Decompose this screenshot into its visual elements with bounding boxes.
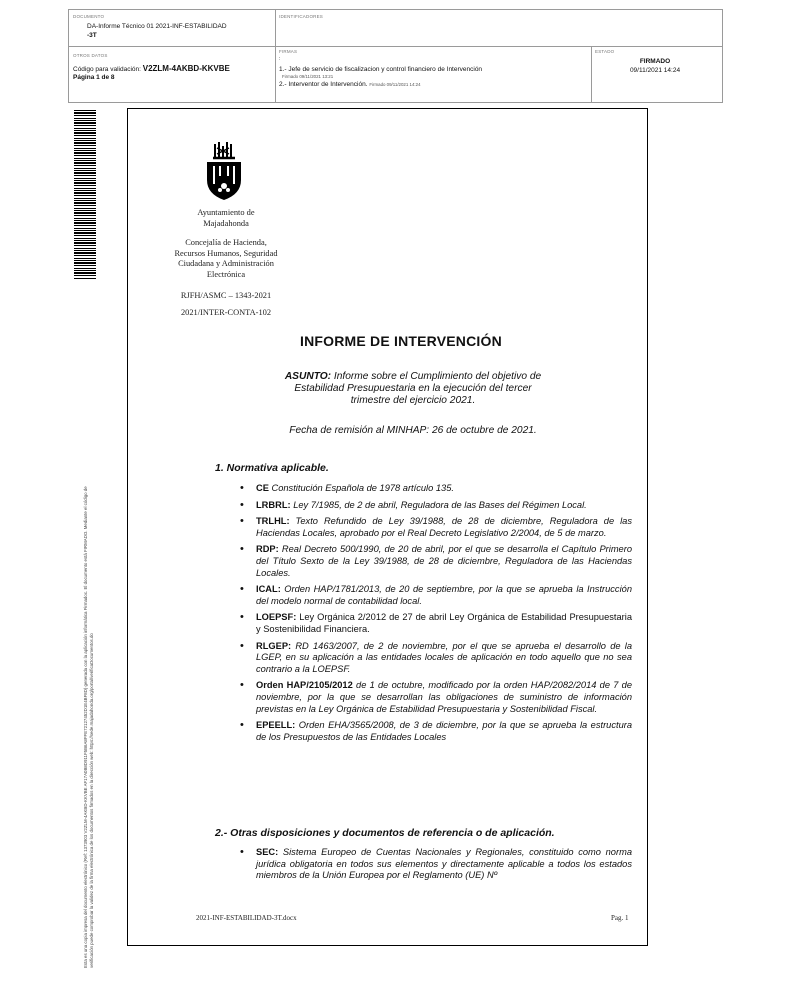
list-item (236, 641, 632, 676)
item-abbr: LOEPSF: (256, 612, 297, 623)
firma-colon: : (279, 56, 281, 62)
firma-2-text: 2.- Interventor de Intervención. (279, 81, 368, 88)
documento-label: DOCUMENTO (73, 14, 105, 19)
reference-2: 2021/INTER-CONTA-102 (180, 308, 272, 317)
item-text: Texto Refundido de Ley 39/1988, de 28 de diciembre, Reguladora de las Haciendas Locales, aprobado por el Real Decreto Legislativo 2/2004, de 5 de marzo. (256, 516, 632, 538)
documento-line2: -3T (87, 32, 97, 39)
item-text: Sistema Europeo de Cuentas Nacionales y Regionales, constituido como norma jurídica obligatoria en todos sus elementos y directamente aplicable a todos los estados miembros de la Unión Europea por el Reglamento (UE) Nº (256, 847, 632, 881)
list-item (236, 847, 632, 882)
estado-value: FIRMADO (639, 58, 671, 65)
item-abbr: LRBRL: (256, 499, 291, 510)
item-abbr: ICAL: (256, 584, 281, 595)
item-text: Ley Orgánica 2/2012 de 27 de abril Ley Orgánica de Estabilidad Presupuestaria y Sostenibilidad Financiera. (256, 612, 632, 634)
documento-line1: DA-Informe Técnico 01 2021-INF-ESTABILIDAD (87, 23, 227, 30)
list-item (236, 584, 632, 607)
estado-label: ESTADO (595, 49, 615, 54)
barcode (74, 110, 96, 280)
dept-line: Concejalía de Hacienda, (185, 238, 267, 247)
item-text: Ley 7/1985, de 2 de abril, Reguladora de las Bases del Régimen Local. (290, 499, 587, 510)
item-abbr: SEC: (256, 847, 279, 857)
firma-1-date: Firmado 09/11/2021 13:21 (282, 74, 334, 79)
dept-line: Recursos Humanos, Seguridad (174, 248, 278, 258)
dept-line: Ciudadana y Administración (178, 259, 274, 268)
item-abbr: EPEELL: (256, 720, 296, 731)
list-item (236, 680, 632, 715)
list-item (236, 612, 632, 635)
item-abbr: Orden HAP/2105/2012 (256, 680, 353, 691)
asunto-line-3: trimestre del ejercicio 2021. (350, 395, 476, 406)
item-text: Orden EHA/3565/2008, de 3 de diciembre, por la que se aprueba la estructura de los Presupuestos de las Entidades Locales (256, 720, 632, 742)
list-item (236, 500, 632, 512)
asunto-line-2: Estabilidad Presupuestaria en la ejecución del tercer (294, 383, 532, 394)
item-text: Constitución Española de 1978 artículo 135. (268, 483, 454, 493)
divider (275, 10, 276, 46)
firma-1: 1.- Jefe de servicio de fiscalizacion y control financiero de Intervención (279, 66, 483, 73)
signature-header (68, 9, 723, 103)
codigo-validacion (73, 64, 230, 73)
firma-2-date: Firmado 09/11/2021 14:24 (369, 82, 421, 87)
org-name-line: Ayuntamiento de (197, 208, 255, 217)
firma-2 (279, 81, 421, 88)
dept-line: Electrónica (206, 269, 246, 279)
section-heading-2: 2.- Otras disposiciones y documentos de referencia o de aplicación. (215, 827, 555, 839)
item-text: Orden HAP/1781/2013, de 20 de septiembre, por la que se aprueba la Instrucción del modelo normal de contabilidad local. (256, 584, 632, 606)
asunto-label: ASUNTO: (284, 371, 332, 382)
item-abbr: CE (256, 483, 269, 493)
fecha-remision: Fecha de remisión al MINHAP: 26 de octubre de 2021. (289, 425, 537, 436)
otras-disposiciones-list (236, 847, 632, 882)
pagina-info: Página 1 de 8 (73, 74, 115, 81)
otros-datos-label: OTROS DATOS (73, 53, 108, 58)
item-text: Real Decreto 500/1990, de 20 de abril, por el que se desarrolla el Capítulo Primero del Título Sexto de la Ley 39/1988, de 28 de diciembre, Reguladora de las Haciendas Locales. (256, 544, 632, 578)
item-abbr: RDP: (256, 544, 279, 555)
item-abbr: RLGEP: (256, 640, 292, 651)
list-item (236, 516, 632, 539)
normativa-list (236, 483, 632, 743)
codigo-label: Código para validación: (73, 66, 141, 73)
asunto (255, 371, 571, 407)
item-text: de 1 de octubre, modificado por la orden HAP/2082/2014 de 7 de noviembre, por la que se desarrollan las obligaciones de suministro de información previstas en la Ley Orgánica de Estabilidad Presupuestaria y Sostenibilidad Fiscal. (256, 680, 632, 714)
item-text: RD 1463/2007, de 2 de noviembre, por el que se aprueba el desarrollo de la LGEP, en su aplicación a las entidades locales de aplicación en todo aquello que no sea contrario a la LOEPSF. (256, 640, 632, 674)
item-abbr: TRLHL: (256, 516, 290, 527)
firmas-label: FIRMAS (279, 49, 298, 54)
asunto-line-1 (255, 371, 571, 383)
page-title: INFORME DE INTERVENCIÓN (300, 333, 502, 349)
list-item (236, 483, 632, 495)
estado-date: 09/11/2021 14:24 (629, 67, 681, 74)
divider (591, 46, 592, 102)
org-name-line: Majadahonda (203, 218, 249, 228)
asunto-text: Informe sobre el Cumplimiento del objetivo de (331, 371, 542, 382)
divider (275, 46, 276, 102)
list-item (236, 544, 632, 579)
footer-filename: 2021-INF-ESTABILIDAD-3T.docx (196, 914, 297, 922)
codigo-value[interactable]: V2ZLM-4AKBD-KKVBE (142, 64, 230, 73)
crest-logo (205, 140, 243, 202)
identificadores-label: IDENTIFICADORES (279, 14, 324, 19)
divider (69, 46, 722, 47)
side-verification-line2: verificación puede comprobar la validez de la firma electrónica de los documentos firmados en la dirección web: https://sede.majadahonda.org/portal/verificaDocumentos.do (89, 633, 94, 968)
reference-1: RJFH/ASMC – 1343-2021 (180, 291, 272, 300)
org-name (160, 208, 292, 229)
section-heading-1: 1. Normativa aplicable. (215, 462, 329, 474)
footer-page-number: Pag. 1 (611, 914, 629, 922)
org-department (160, 238, 292, 280)
side-verification-line1: Esta es una copia impresa del documento electrónico (Ref: 1373903 V2ZLM-4AKBD-KKVBE AF17A0B8D911F5B6A8FFE72127452D1E4BF8D) generada con la aplicación informática Firmadoc. El documento está FIRMADO. Mediante el código de (83, 486, 88, 968)
list-item (236, 720, 632, 743)
